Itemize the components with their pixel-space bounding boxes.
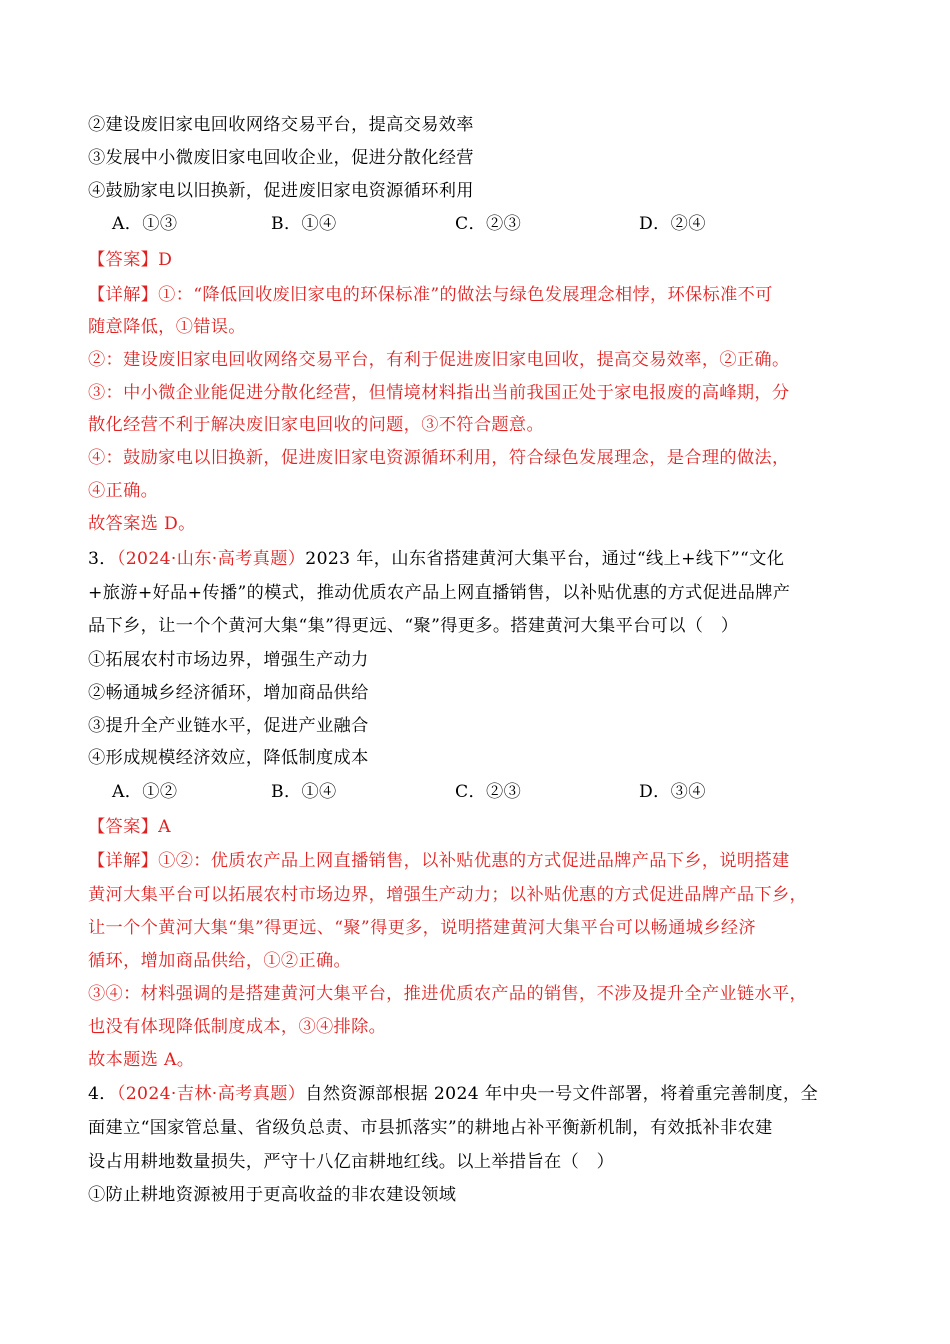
q2-option-2: ②建设废旧家电回收网络交易平台，提高交易效率 xyxy=(88,115,474,135)
q2-explanation-line: 【详解】①：“降低回收废旧家电的环保标准”的做法与绿色发展理念相悖，环保标准不可 xyxy=(88,285,773,305)
q2-option-4: ④鼓励家电以旧换新，促进废旧家电资源循环利用 xyxy=(88,181,474,201)
q3-explanation-line: 【详解】①②：优质农产品上网直播销售，以补贴优惠的方式促进品牌产品下乡，说明搭建 xyxy=(88,851,790,871)
q3-explanation-line: 循环，增加商品供给，①②正确。 xyxy=(88,951,352,971)
q2-explanation-line: 散化经营不利于解决废旧家电回收的问题，③不符合题意。 xyxy=(88,415,544,435)
q2-explanation-line: 故答案选 D。 xyxy=(88,514,196,534)
q3-explanation-line: 黄河大集平台可以拓展农村市场边界，增强生产动力；以补贴优惠的方式促进品牌产品下乡， xyxy=(88,885,808,905)
q3-choice-b: B．①④ xyxy=(271,782,337,802)
q3-stem xyxy=(88,548,784,570)
q2-choice-a: A．①③ xyxy=(112,214,178,234)
q2-explanation-line: ④：鼓励家电以旧换新，促进废旧家电资源循环利用，符合绿色发展理念，是合理的做法， xyxy=(88,448,790,468)
q3-option-2: ②畅通城乡经济循环，增加商品供给 xyxy=(88,683,369,703)
q4-source: （2024·吉林·高考真题） xyxy=(116,1084,306,1104)
q2-choices xyxy=(0,213,950,235)
q3-explanation-line: ③④：材料强调的是搭建黄河大集平台，推进优质农产品的销售，不涉及提升全产业链水平， xyxy=(88,984,808,1004)
q3-explanation-line: 让一个个黄河大集“集”得更远、“聚”得更多，说明搭建黄河大集平台可以畅通城乡经济 xyxy=(88,918,756,938)
q3-choice-c: C．②③ xyxy=(455,782,522,802)
q3-number: 3． xyxy=(88,549,117,569)
q3-option-1: ①拓展农村市场边界，增强生产动力 xyxy=(88,650,369,670)
q4-stem-line: 面建立“国家管总量、省级负总责、市县抓落实”的耕地占补平衡新机制，有效抵补非农建 xyxy=(88,1118,773,1138)
q2-explanation-line: ②：建设废旧家电回收网络交易平台，有利于促进废旧家电回收，提高交易效率，②正确。 xyxy=(88,350,790,370)
q3-option-4: ④形成规模经济效应，降低制度成本 xyxy=(88,748,369,768)
q3-explanation-line: 也没有体现降低制度成本，③④排除。 xyxy=(88,1017,387,1037)
q2-choice-c: C．②③ xyxy=(455,214,522,234)
q4-stem xyxy=(88,1083,818,1105)
q3-stem-line: +旅游+好品+传播”的模式，推动优质农产品上网直播销售，以补贴优惠的方式促进品牌产 xyxy=(88,583,791,603)
q3-choice-d: D．③④ xyxy=(639,782,706,802)
q4-number: 4． xyxy=(88,1084,117,1104)
q3-choice-a: A．①② xyxy=(112,782,178,802)
q4-stem-line: 设占用耕地数量损失，严守十八亿亩耕地红线。以上举措旨在（ ） xyxy=(88,1152,615,1172)
q2-choice-d: D．②④ xyxy=(639,214,706,234)
q3-option-3: ③提升全产业链水平，促进产业融合 xyxy=(88,716,369,736)
q2-option-3: ③发展中小微废旧家电回收企业，促进分散化经营 xyxy=(88,148,474,168)
q3-stem-first: 2023 年，山东省搭建黄河大集平台，通过“线上+线下”“文化 xyxy=(305,549,785,569)
q4-option-1: ①防止耕地资源被用于更高收益的非农建设领域 xyxy=(88,1185,457,1205)
q4-stem-first: 自然资源部根据 2024 年中央一号文件部署，将着重完善制度，全 xyxy=(305,1084,819,1104)
q3-answer: 【答案】A xyxy=(88,817,171,837)
q3-stem-line: 品下乡，让一个个黄河大集“集”得更远、“聚”得更多。搭建黄河大集平台可以（ ） xyxy=(88,616,739,636)
q2-answer: 【答案】D xyxy=(88,250,173,270)
q2-explanation-line: 随意降低，①错误。 xyxy=(88,317,246,337)
q2-explanation-line: ④正确。 xyxy=(88,481,159,501)
q3-source: （2024·山东·高考真题） xyxy=(116,549,306,569)
q3-choices xyxy=(0,781,950,803)
q2-choice-b: B．①④ xyxy=(271,214,337,234)
q3-explanation-line: 故本题选 A。 xyxy=(88,1050,195,1070)
q2-explanation-line: ③：中小微企业能促进分散化经营，但情境材料指出当前我国正处于家电报废的高峰期，分 xyxy=(88,383,790,403)
